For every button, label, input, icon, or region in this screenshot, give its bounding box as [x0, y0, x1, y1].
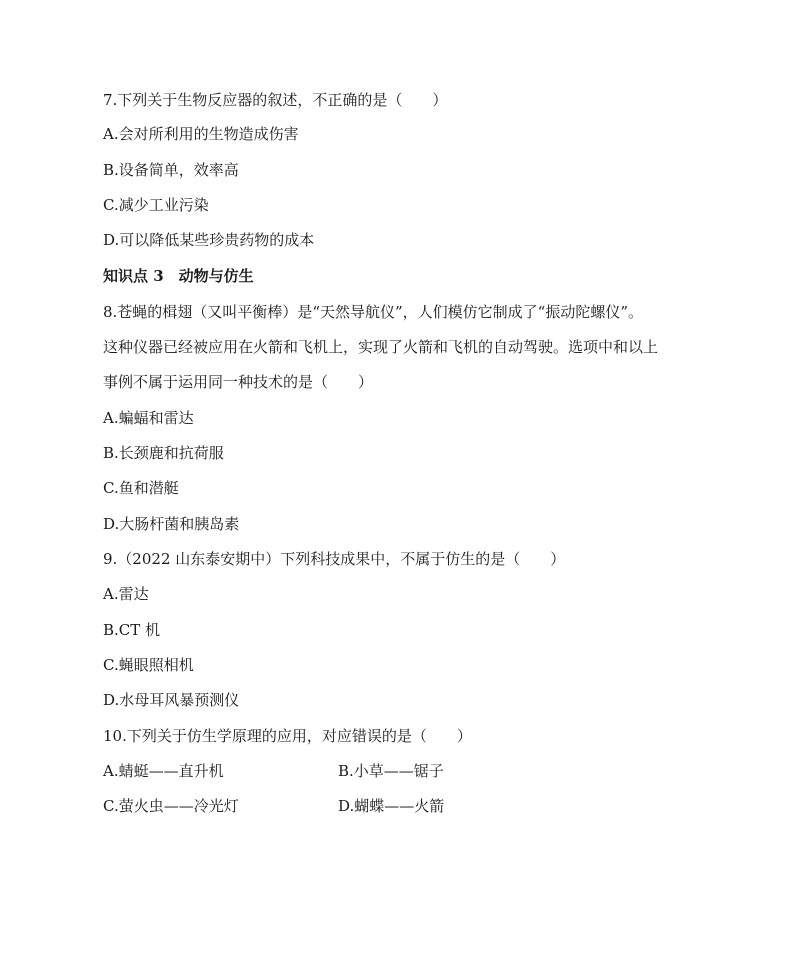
question-7-option-d: D.可以降低某些珍贵药物的成本 [103, 231, 315, 249]
question-10-option-a: A.蜻蜓——直升机 [103, 762, 224, 780]
question-9-option-d: D.水母耳风暴预测仪 [103, 691, 240, 709]
section-heading: 知识点 3 动物与仿生 [103, 267, 254, 285]
question-10-option-c: C.萤火虫——冷光灯 [103, 797, 239, 815]
question-8-stem-line-1: 8.苍蝇的楫翅（又叫平衡棒）是“天然导航仪”，人们模仿它制成了“振动陀螺仪”。 [103, 303, 643, 321]
question-8-option-b: B.长颈鹿和抗荷服 [103, 444, 224, 462]
question-9-option-c: C.蝇眼照相机 [103, 656, 194, 674]
question-10-option-d: D.蝴蝶——火箭 [338, 797, 445, 815]
question-8-option-d: D.大肠杆菌和胰岛素 [103, 515, 240, 533]
question-9-option-a: A.雷达 [103, 585, 149, 603]
question-8-stem-line-2: 这种仪器已经被应用在火箭和飞机上，实现了火箭和飞机的自动驾驶。选项中和以上 [103, 338, 659, 356]
question-7-stem: 7.下列关于生物反应器的叙述，不正确的是（ ） [103, 91, 448, 109]
question-9-stem: 9.（2022 山东泰安期中）下列科技成果中，不属于仿生的是（ ） [103, 550, 566, 568]
question-9-option-b: B.CT 机 [103, 621, 161, 639]
question-8-option-a: A.蝙蝠和雷达 [103, 409, 194, 427]
question-7-option-b: B.设备简单，效率高 [103, 161, 239, 179]
question-8-option-c: C.鱼和潜艇 [103, 479, 179, 497]
question-10-option-b: B.小草——锯子 [338, 762, 444, 780]
question-7-option-c: C.减少工业污染 [103, 196, 209, 214]
question-8-stem-line-3: 事例不属于运用同一种技术的是（ ） [103, 373, 374, 391]
question-10-stem: 10.下列关于仿生学原理的应用，对应错误的是（ ） [103, 727, 472, 745]
question-7-option-a: A.会对所利用的生物造成伤害 [103, 125, 299, 143]
